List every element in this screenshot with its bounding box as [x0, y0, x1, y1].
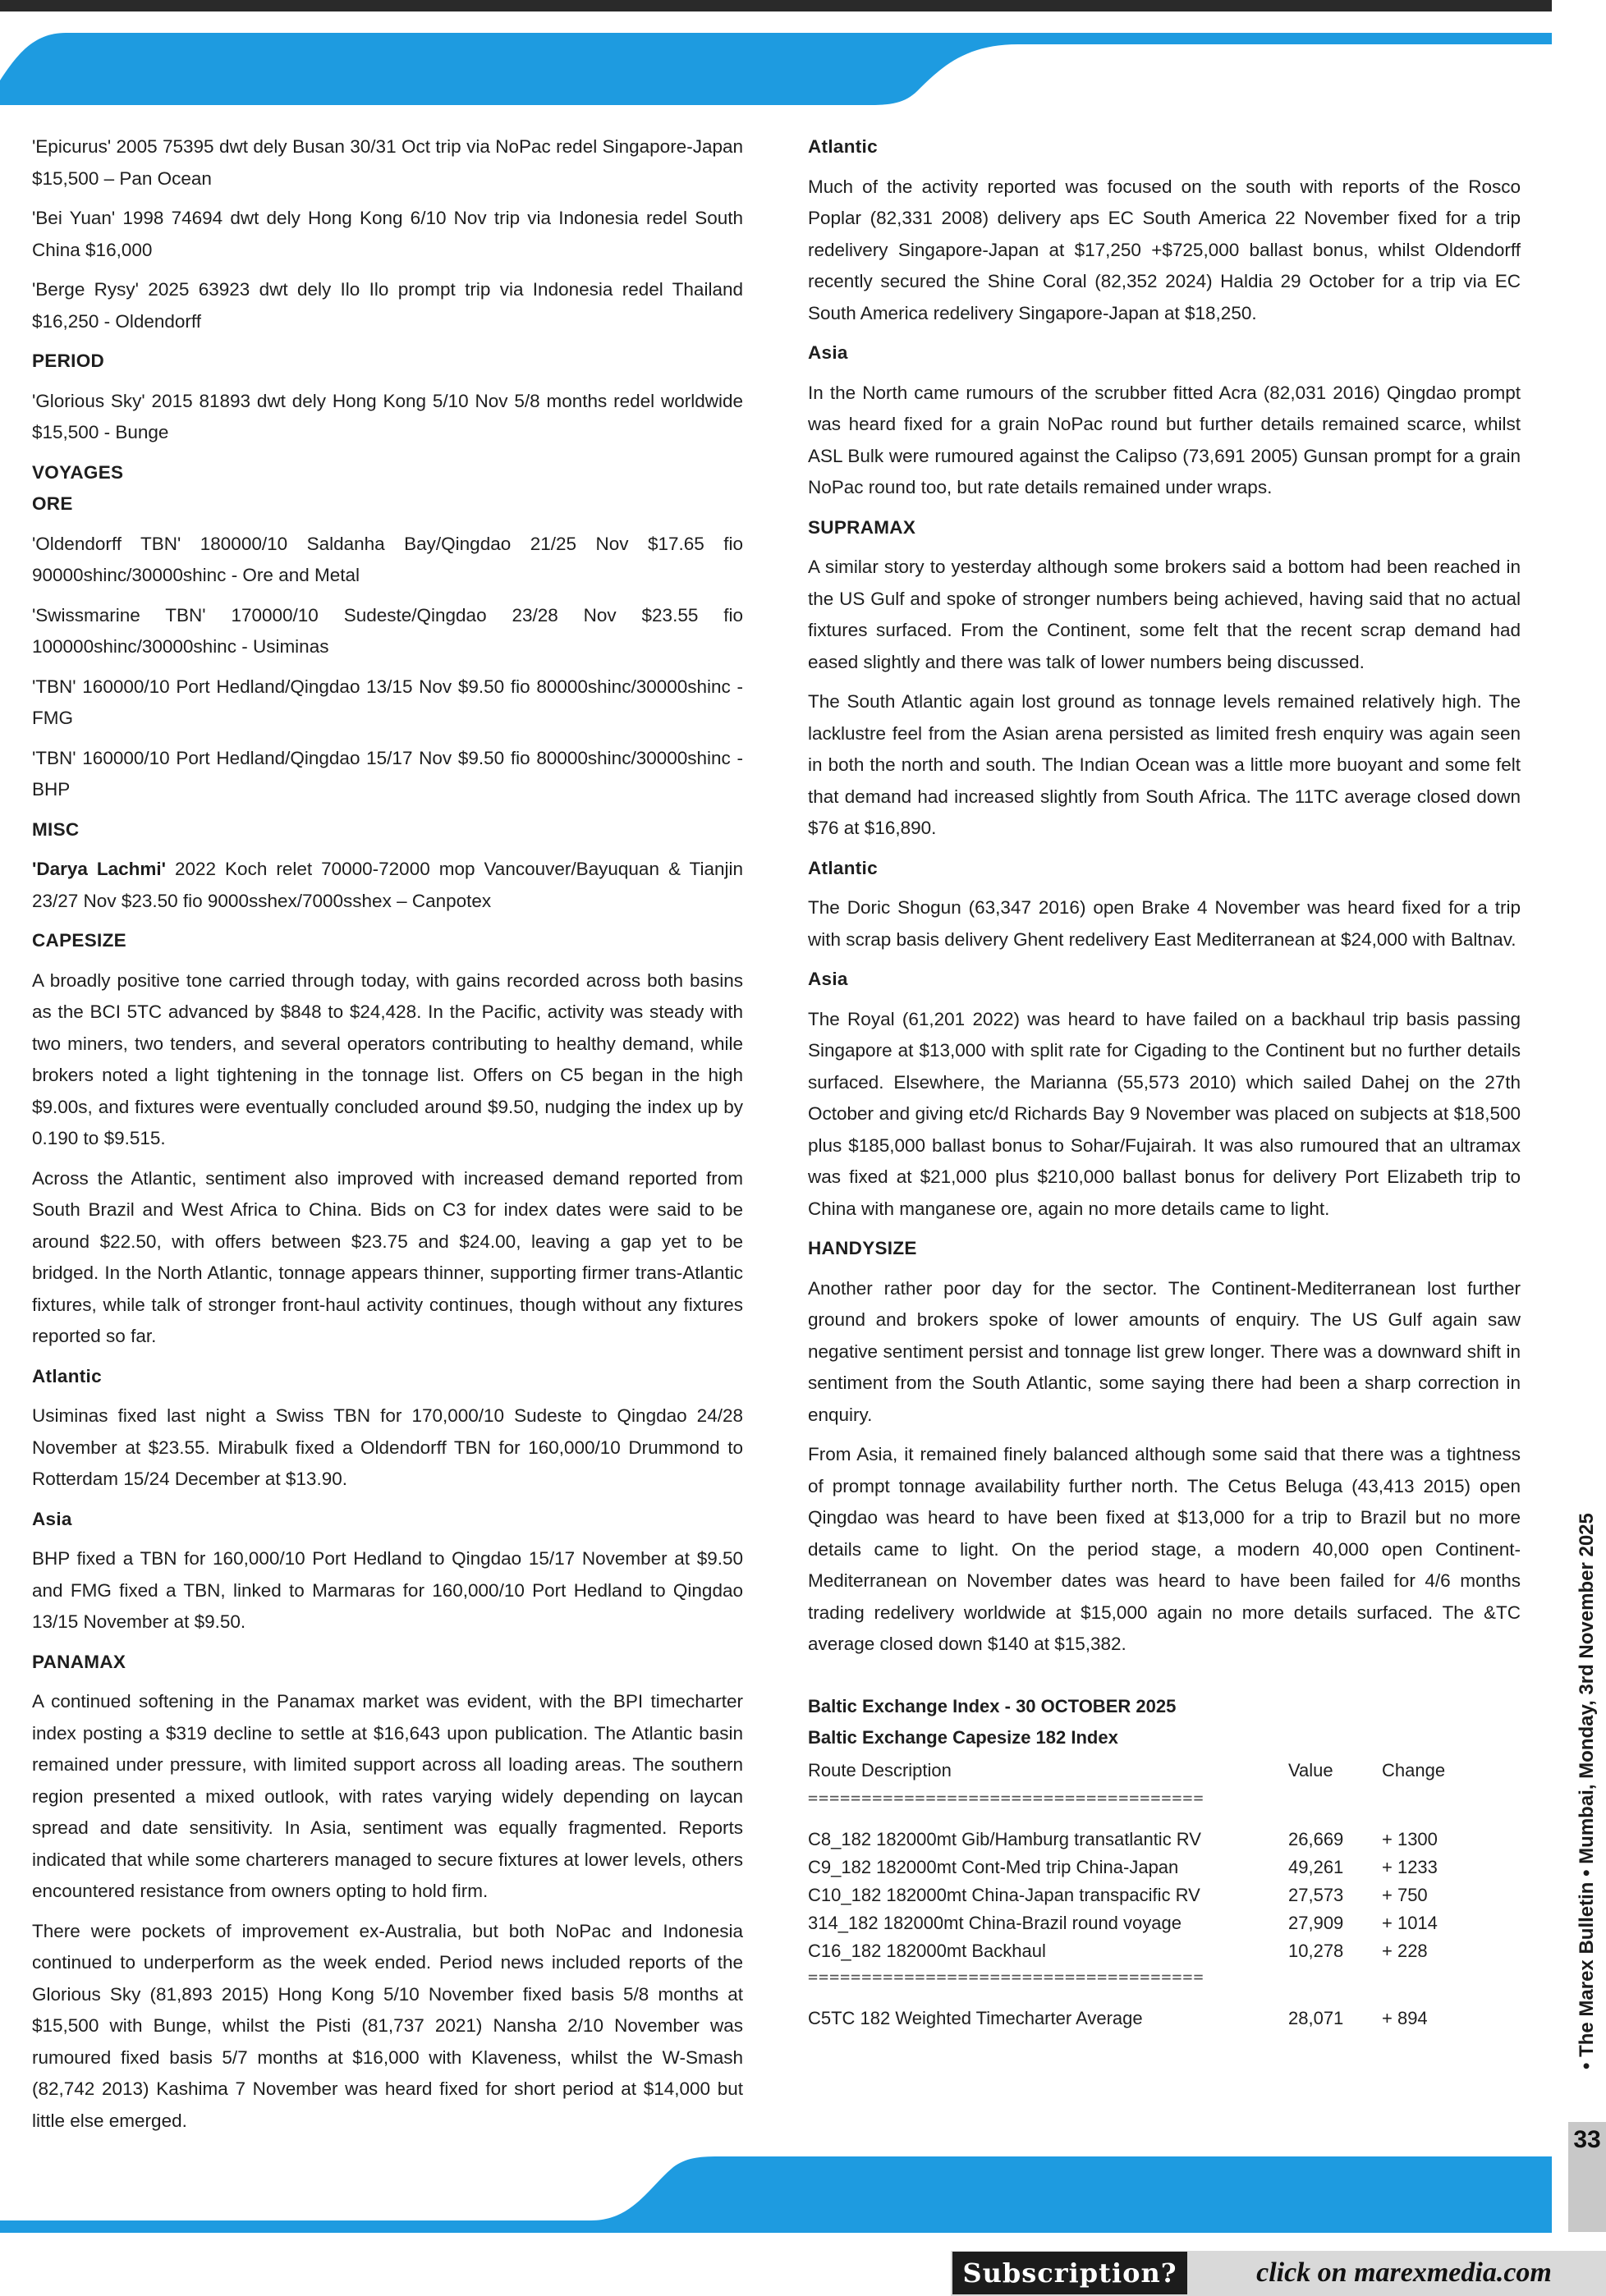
report-paragraph: Another rather poor day for the sector. The Continent-Mediterranean lost further ground and brokers spoke of lower amounts of enquiry. The US Gulf again saw negative sentiment persist and tonnage list grew longer. There was a downward shift in sentiment from the South Atlantic, some saying there had been a sharp correction in enquiry.: [808, 1277, 1521, 1425]
route-cell: C16_182 182000mt Backhaul: [808, 1941, 1046, 1961]
subheading-atlantic: Atlantic: [808, 857, 878, 878]
average-value: 28,071: [1288, 2008, 1344, 2028]
page-number: 33: [1573, 2126, 1601, 2153]
route-cell: C8_182 182000mt Gib/Hamburg transatlantic RV: [808, 1829, 1201, 1849]
table-row: [808, 1826, 1514, 1854]
change-cell: + 1014: [1382, 1913, 1438, 1933]
subheading-asia: Asia: [808, 342, 848, 363]
column-header-change: Change: [1382, 1760, 1446, 1780]
value-cell: 10,278: [1288, 1941, 1344, 1961]
table-row: [808, 1937, 1514, 1965]
route-cell: C9_182 182000mt Cont-Med trip China-Japan: [808, 1857, 1179, 1877]
left-column: [32, 131, 743, 2145]
table-separator: =====================================: [808, 1788, 1204, 1808]
report-paragraph: Much of the activity reported was focused on the south with reports of the Rosco Poplar (82,331 2008) delivery aps EC South America 22 November fixed for a trip redelivery Singapore-Japan at $17,250 +$725,000 ballast bonus, whilst Oldendorff recently secured the Shine Coral (82,352 2024) Haldia 29 October for a trip via EC South America redelivery Singapore-Japan at $18,250.: [808, 176, 1521, 323]
fixture-entry: 'TBN' 160000/10 Port Hedland/Qingdao 13/15 Nov $9.50 fio 80000shinc/30000shinc - FMG: [32, 676, 743, 728]
report-paragraph: A continued softening in the Panamax market was evident, with the BPI timecharter index posting a $319 decline to settle at $16,643 upon publication. The Atlantic basin remained under pressure, with limited support across all loading areas. The southern region presented a mixed outlook, with rates varying widely depending on laycan spread and date sensitivity. In Asia, sentiment was equally fragmented. Reports indicated that while some charterers managed to secure fixtures at lower levels, others encountered resistance from owners opting to hold firm.: [32, 1691, 743, 1901]
section-heading-handysize: HANDYSIZE: [808, 1238, 917, 1258]
route-cell: C10_182 182000mt China-Japan transpacific RV: [808, 1885, 1200, 1905]
report-paragraph: A broadly positive tone carried through today, with gains recorded across both basins as the BCI 5TC advanced by $848 to $24,428. In the Pacific, activity was steady with two miners, two tenders, and several operators contributing to healthy demand, while brokers noted a light tightening in the tonnage list. Offers on C5 began in the high $9.00s, and fixtures were eventually concluded around $9.50, nudging the index up by 0.190 to $9.515.: [32, 969, 743, 1148]
report-paragraph: A similar story to yesterday although some brokers said a bottom had been reached in the US Gulf and spoke of stronger numbers being achieved, having said that no actual fixtures surfaced. From the Continent, some felt that the recent scrap demand had eased slightly and there was talk of lower numbers being discussed.: [808, 557, 1521, 672]
change-cell: + 228: [1382, 1941, 1428, 1961]
value-cell: 27,909: [1288, 1913, 1344, 1933]
section-heading-ore: ORE: [32, 493, 73, 514]
table-row: [808, 1854, 1514, 1881]
baltic-index-table: [808, 1691, 1514, 2032]
marexmedia-link[interactable]: click on marexmedia.com: [1256, 2257, 1552, 2288]
report-paragraph: BHP fixed a TBN for 160,000/10 Port Hedland to Qingdao 15/17 November at $9.50 and FMG fixed a TBN, linked to Marmaras for 160,000/10 Port Hedland to Qingdao 13/15 November at $9.50.: [32, 1548, 743, 1632]
fixture-entry: 'Epicurus' 2005 75395 dwt dely Busan 30/31 Oct trip via NoPac redel Singapore-Japan $15,500 – Pan Ocean: [32, 136, 743, 189]
fixture-entry: 'Berge Rysy' 2025 63923 dwt dely Ilo Ilo prompt trip via Indonesia redel Thailand $16,250 - Oldendorff: [32, 279, 743, 332]
baltic-title: Baltic Exchange Index - 30 OCTOBER 2025: [808, 1696, 1177, 1716]
table-header-row: [808, 1755, 1514, 1786]
value-cell: 26,669: [1288, 1829, 1344, 1849]
top-dark-bar: [0, 0, 1552, 11]
table-separator: =====================================: [808, 1967, 1204, 1987]
report-paragraph: Usiminas fixed last night a Swiss TBN for 170,000/10 Sudeste to Qingdao 24/28 November at $23.55. Mirabulk fixed a Oldendorff TBN for 160,000/10 Drummond to Rotterdam 15/24 December at $13.90.: [32, 1405, 743, 1489]
fixture-entry: 'Glorious Sky' 2015 81893 dwt dely Hong Kong 5/10 Nov 5/8 months redel worldwide $15,500 - Bunge: [32, 390, 743, 442]
change-cell: + 1300: [1382, 1829, 1438, 1849]
table-average-row: [808, 2005, 1514, 2032]
report-paragraph: Across the Atlantic, sentiment also improved with increased demand reported from South Brazil and West Africa to China. Bids on C3 for index dates were said to be around $22.50, with offers between $23.75 and $24.00, leaving a gap yet to be bridged. In the North Atlantic, tonnage appears thinner, supporting firmer trans-Atlantic fixtures, while talk of stronger front-haul activity continues, though without any fixtures reported so far.: [32, 1167, 743, 1346]
value-cell: 49,261: [1288, 1857, 1344, 1877]
subheading-asia: Asia: [808, 969, 848, 989]
column-header-value: Value: [1288, 1760, 1333, 1780]
table-row: [808, 1909, 1514, 1937]
report-paragraph: The South Atlantic again lost ground as tonnage levels remained relatively high. The lacklustre feel from the Asian arena persisted as limited fresh enquiry was again seen in both the north and south. The Indian Ocean was a little more buoyant and some felt that demand had increased slightly from South Africa. The 11TC average closed down $76 at $16,890.: [808, 691, 1521, 838]
average-change: + 894: [1382, 2008, 1428, 2028]
fixture-entry-misc: [32, 854, 743, 917]
route-cell: 314_182 182000mt China-Brazil round voyage: [808, 1913, 1182, 1933]
section-heading-misc: MISC: [32, 818, 80, 840]
section-heading-panamax: PANAMAX: [32, 1651, 126, 1672]
fixture-entry: 'Bei Yuan' 1998 74694 dwt dely Hong Kong 6/10 Nov trip via Indonesia redel South China $16,000: [32, 208, 743, 260]
report-paragraph: The Royal (61,201 2022) was heard to have failed on a backhaul trip basis passing Singapore at $13,000 with split rate for Cigading to the Continent but no further details surfaced. Elsewhere, the Marianna (55,573 2010) which sailed Dahej on the 27th October and giving etc/d Richards Bay 9 November was placed on subjects at $18,500 plus $185,000 ballast bonus to Sohar/Fujairah. It was also rumoured that an ultramax was fixed at $21,000 plus $210,000 ballast bonus for delivery Port Elizabeth trip to China with manganese ore, again no more details came to light.: [808, 1008, 1521, 1219]
section-heading-capesize: CAPESIZE: [32, 930, 126, 951]
report-paragraph: In the North came rumours of the scrubber fitted Acra (82,031 2016) Qingdao prompt was heard fixed for a grain NoPac round but further details remained scarce, whilst ASL Bulk were rumoured against the Calipso (73,691 2005) Gunsan prompt for a grain NoPac round too, but rate details remained under wraps.: [808, 382, 1521, 497]
report-paragraph: From Asia, it remained finely balanced although some said that there was a tightness of prompt tonnage availability further north. The Cetus Beluga (43,413 2015) open Qingdao was heard to have been fixed at $13,000 for a trip to Brazil but no more details came to light. On the period stage, a modern 40,000 open Continent-Mediterranean on November dates was heard to have been failed for 4/6 months trading redelivery worldwide at $15,000 again no more details surfaced. The &TC average closed down $140 at $15,382.: [808, 1444, 1521, 1654]
issue-info-vertical: • The Marex Bulletin • Mumbai, Monday, 3rd November 2025: [1576, 1513, 1598, 2070]
fixture-details: 2022 Koch relet 70000-72000 mop Vancouver/Bayuquan & Tianjin 23/27 Nov $23.50 fio 9000sshex/7000sshex – Canpotex: [32, 859, 743, 911]
section-heading-period: PERIOD: [32, 351, 105, 371]
subheading-atlantic: Atlantic: [808, 136, 878, 157]
change-cell: + 1233: [1382, 1857, 1438, 1877]
average-label: C5TC 182 Weighted Timecharter Average: [808, 2008, 1143, 2028]
report-paragraph: There were pockets of improvement ex-Australia, but both NoPac and Indonesia continued to underperform as the week ended. Period news included reports of the Glorious Sky (81,893 2015) Hong Kong 5/10 November fixed basis 5/8 months at $15,500 with Bunge, whilst the Pisti (81,737 2021) Nansha 2/10 November was rumoured fixed basis 5/7 months at $16,000 with Klaveness, whilst the W-Smash (82,742 2013) Kashima 7 November was heard fixed for short period at $14,000 but little else emerged.: [32, 1920, 743, 2131]
report-paragraph: The Doric Shogun (63,347 2016) open Brake 4 November was heard fixed for a trip with scrap basis delivery Ghent redelivery East Mediterranean at $24,000 with Baltnav.: [808, 897, 1521, 950]
subheading-asia: Asia: [32, 1508, 72, 1529]
fixture-entry: 'Oldendorff TBN' 180000/10 Saldanha Bay/Qingdao 21/25 Nov $17.65 fio 90000shinc/30000shinc - Ore and Metal: [32, 533, 743, 585]
table-row: [808, 1881, 1514, 1909]
fixture-entry: 'TBN' 160000/10 Port Hedland/Qingdao 15/17 Nov $9.50 fio 80000shinc/30000shinc - BHP: [32, 747, 743, 800]
value-cell: 27,573: [1288, 1885, 1344, 1905]
section-heading-voyages: VOYAGES: [32, 461, 124, 483]
change-cell: + 750: [1382, 1885, 1428, 1905]
fixture-entry: 'Swissmarine TBN' 170000/10 Sudeste/Qingdao 23/28 Nov $23.55 fio 100000shinc/30000shinc - Usiminas: [32, 604, 743, 657]
right-column: [808, 131, 1521, 1669]
vessel-name: 'Darya Lachmi': [32, 859, 167, 879]
column-header-route: Route Description: [808, 1760, 952, 1780]
section-heading-supramax: SUPRAMAX: [808, 516, 916, 538]
footer-blue-wave: [0, 2155, 1552, 2233]
header-blue-wave: [0, 31, 1552, 105]
subheading-atlantic: Atlantic: [32, 1365, 102, 1386]
subscription-button[interactable]: Subscription?: [952, 2252, 1187, 2294]
baltic-subtitle: Baltic Exchange Capesize 182 Index: [808, 1727, 1118, 1748]
